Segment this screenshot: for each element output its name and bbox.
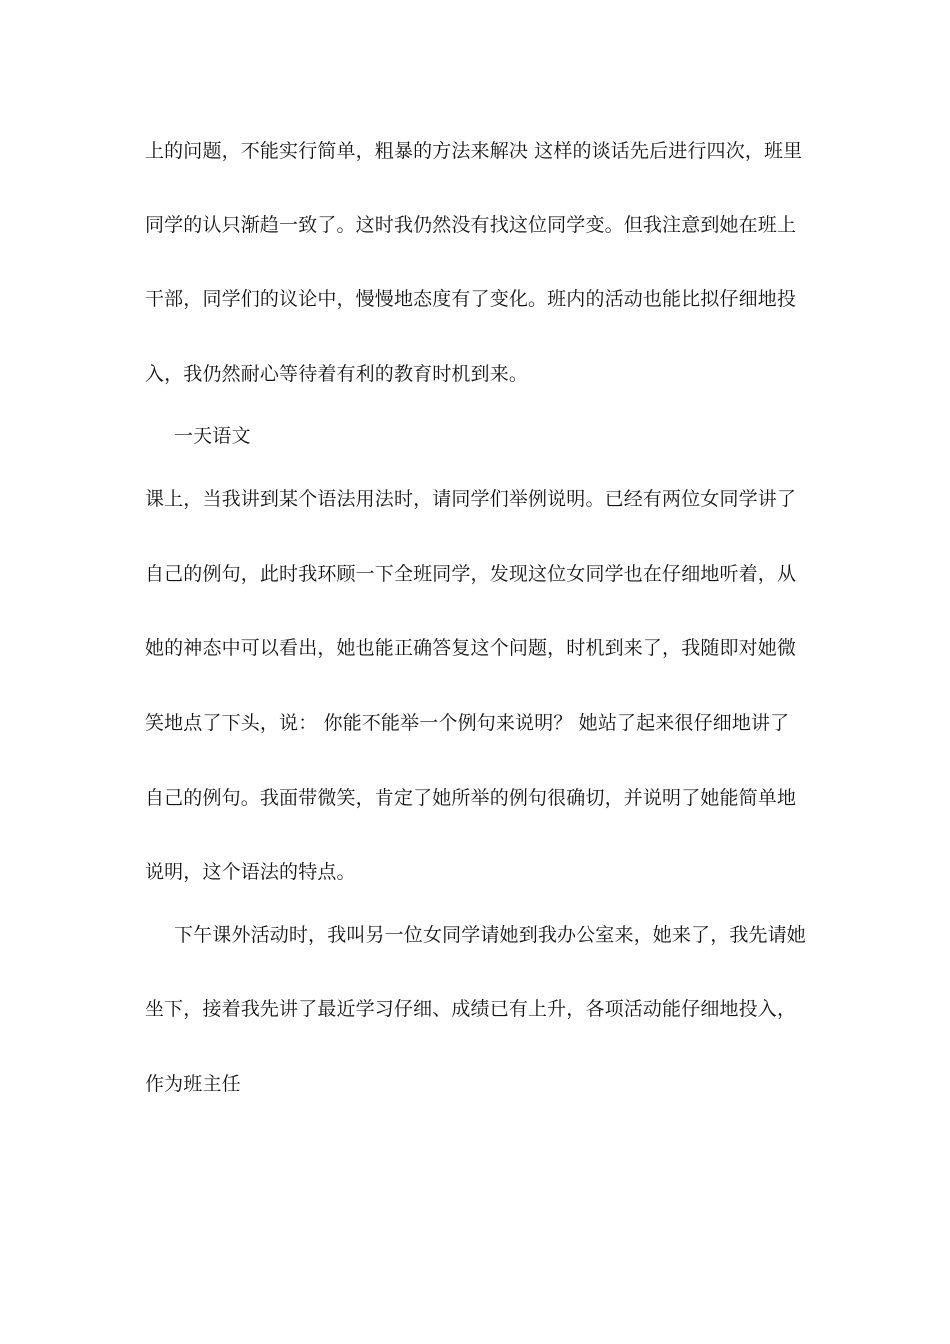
paragraph-start-line: 一天语文 (174, 425, 251, 447)
text-line: 入，我仍然耐心等待着有利的教育时机到来。 (145, 363, 529, 385)
text-line: 上的问题，不能实行简单，粗暴的方法来解决 这样的谈话先后进行四次，班里 (145, 140, 803, 162)
text-line: 自己的例句。我面带微笑，肯定了她所举的例句很确切，并说明了她能简单地 (145, 787, 797, 809)
text-line: 她的神态中可以看出，她也能正确答复这个问题，时机到来了，我随即对她微 (145, 637, 797, 659)
text-line: 课上，当我讲到某个语法用法时，请同学们举例说明。已经有两位女同学讲了 (145, 488, 797, 510)
text-line: 干部，同学们的议论中，慢慢地态度有了变化。班内的活动也能比拟仔细地投 (145, 288, 797, 310)
text-line: 同学的认只渐趋一致了。这时我仍然没有找这位同学变。但我注意到她在班上 (145, 214, 797, 236)
text-line: 说明，这个语法的特点。 (145, 861, 356, 883)
text-line: 作为班主任 (145, 1073, 241, 1095)
paragraph-start-line: 下午课外活动时，我叫另一位女同学请她到我办公室来，她来了，我先请她 (174, 924, 806, 946)
text-line: 坐下，接着我先讲了最近学习仔细、成绩已有上升，各项活动能仔细地投入， (145, 998, 797, 1020)
text-line: 笑地点了下头，说： 你能不能举一个例句来说明？ 她站了起来很仔细地讲了 (145, 712, 790, 734)
text-line: 自己的例句，此时我环顾一下全班同学，发现这位女同学也在仔细地听着，从 (145, 563, 797, 585)
